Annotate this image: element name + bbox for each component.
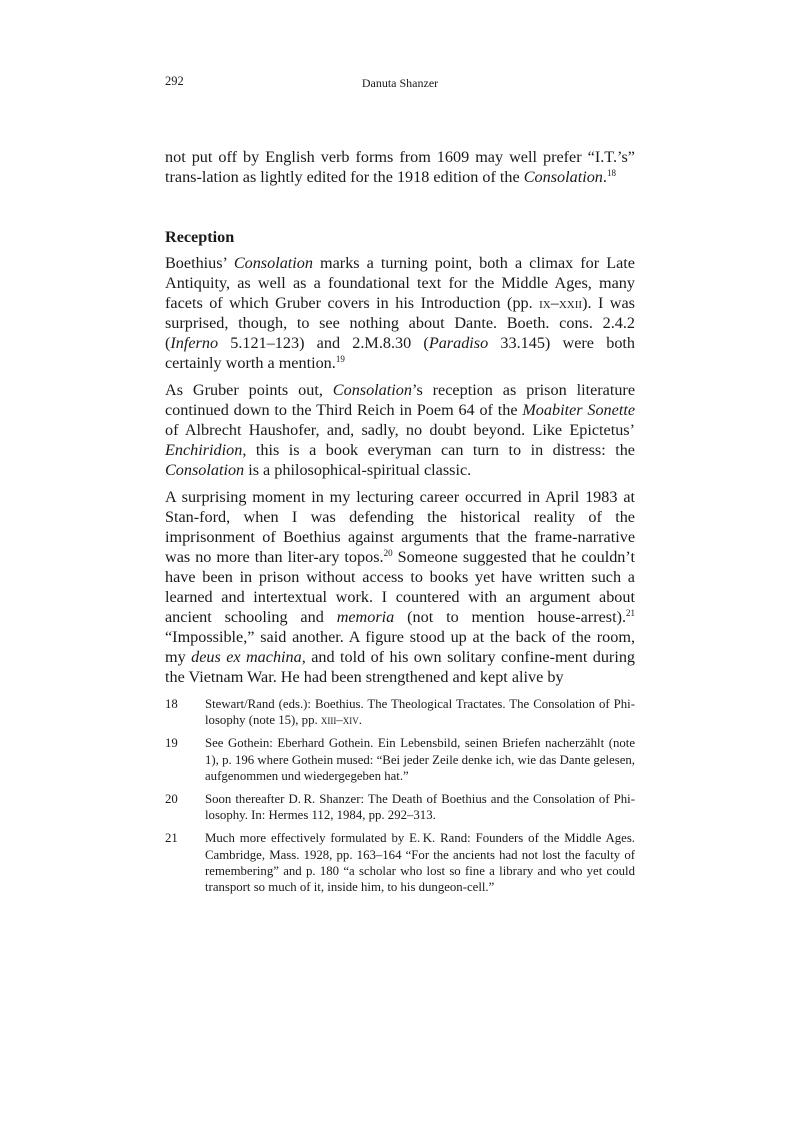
text-run: 33.145) were both certainly worth a mention. — [165, 334, 635, 372]
text-run: is a philosophical-spiritual classic. — [244, 461, 472, 479]
footnote-number: 21 — [165, 831, 178, 846]
text-run: A surprising moment in my lecturing career occurred in April 1983 at Stan-ford, when I was defending the historical reality of the imprisonment of Boethius against arguments that the frame-narrative was no more than liter-ary topos. — [165, 488, 635, 566]
text-run: Stewart/Rand (eds.): Boethius. The Theological Tractates. The Consolation of Phi-losophy (note 15), pp. — [205, 697, 635, 728]
page-number: 292 — [165, 74, 184, 88]
footnote-number: 20 — [165, 792, 178, 807]
footnote-ref-21[interactable]: 21 — [626, 608, 636, 618]
paragraph-2 — [165, 380, 635, 480]
footnotes — [165, 696, 635, 902]
footnote-19 — [165, 735, 635, 784]
text-run: ’s reception as prison literature continued down to the Third Reich in Poem 64 of the — [165, 381, 635, 419]
text-run: . — [358, 713, 362, 728]
section-heading: Reception — [165, 228, 235, 246]
roman-numeral-pages: xiii–xiv — [320, 713, 359, 728]
text-run: , and told of his own solitary confine-ment during the Vietnam War. He had been strengthened and kept alive by — [165, 648, 636, 686]
text-run: Someone suggested that he couldn’t have been in prison without access to books yet have written such a learned and intertextual work. I countered with an argument about ancient schooling and — [165, 548, 635, 626]
footnote-text — [205, 696, 635, 728]
italic-title: Enchiridion — [165, 441, 243, 459]
footnote-18 — [165, 696, 635, 728]
footnote-number: 19 — [165, 736, 178, 751]
main-text — [165, 147, 635, 687]
text-run: 5.121–123) and 2.M.8.30 ( — [218, 334, 429, 352]
italic-title: Inferno — [170, 334, 219, 352]
running-head-author: Danuta Shanzer — [361, 76, 439, 90]
footnote-ref-19[interactable]: 19 — [335, 354, 345, 364]
footnote-number: 18 — [165, 697, 178, 711]
italic-title: Consolation — [233, 254, 313, 272]
footnote-text: See Gothein: Eberhard Gothein. Ein Lebensbild, seinen Briefen nacherzählt (note 1), p. 196 where Gothein mused: “Bei jeder Zeile denke ich, wie das Dante gelesen, aufgenommen und wiedergegeben hat.” — [205, 736, 635, 783]
italic-title: Consolation — [165, 461, 245, 479]
text-run: . — [602, 168, 607, 186]
paragraph-1 — [165, 253, 635, 373]
footnote-ref-20[interactable]: 20 — [383, 548, 393, 558]
text-run: of Albrecht Haushofer, and, sadly, no doubt beyond. Like Epictetus’ — [165, 421, 635, 439]
paragraph-3 — [165, 487, 635, 687]
text-run: “Impossible,” said another. A figure stood up at the back of the room, my — [165, 628, 635, 666]
italic-title: Paradiso — [428, 334, 489, 352]
footnote-text: Soon thereafter D. R. Shanzer: The Death of Boethius and the Consolation of Phi-losophy. In: Hermes 112, 1984, pp. 292–313. — [205, 792, 635, 823]
text-run: Boethius’ — [165, 254, 234, 272]
italic-term: deus ex machina — [191, 648, 302, 666]
italic-title: Consolation — [332, 381, 412, 399]
italic-title: Consolation — [523, 168, 603, 186]
text-run: not put off by English verb forms from 1609 may well prefer “I.T.’s” trans-lation as lightly edited for the 1918 edition of the — [165, 148, 635, 186]
italic-term: memoria — [336, 608, 395, 626]
opening-paragraph — [165, 147, 635, 187]
text-run: , this is a book everyman can turn to in distress: the — [242, 441, 635, 459]
footnote-21 — [165, 830, 635, 895]
text-run: As Gruber points out, — [165, 381, 333, 399]
roman-numeral-pages: ix–xxii — [539, 294, 583, 312]
text-run: ). I was surprised, though, to see nothing about Dante. Boeth. cons. 2.4.2 ( — [165, 294, 635, 352]
text-run: (not to mention house-arrest). — [394, 608, 627, 626]
italic-title: Moabiter Sonette — [522, 401, 636, 419]
text-run: marks a turning point, both a climax for Late Antiquity, as well as a foundational text for the Middle Ages, many facets of which Gruber covers in his Introduction (pp. — [165, 254, 635, 312]
footnote-ref-18[interactable]: 18 — [606, 168, 616, 178]
footnote-text: Much more effectively formulated by E. K. Rand: Founders of the Middle Ages. Cambridge, Mass. 1928, pp. 163–164 “For the ancients had not lost the faculty of remembering” and p. 180 “a scholar who lost so fine a library and who yet could transport so much of it, inside him, to his dungeon-cell.” — [205, 831, 635, 895]
running-head — [165, 74, 635, 94]
footnote-20 — [165, 791, 635, 823]
